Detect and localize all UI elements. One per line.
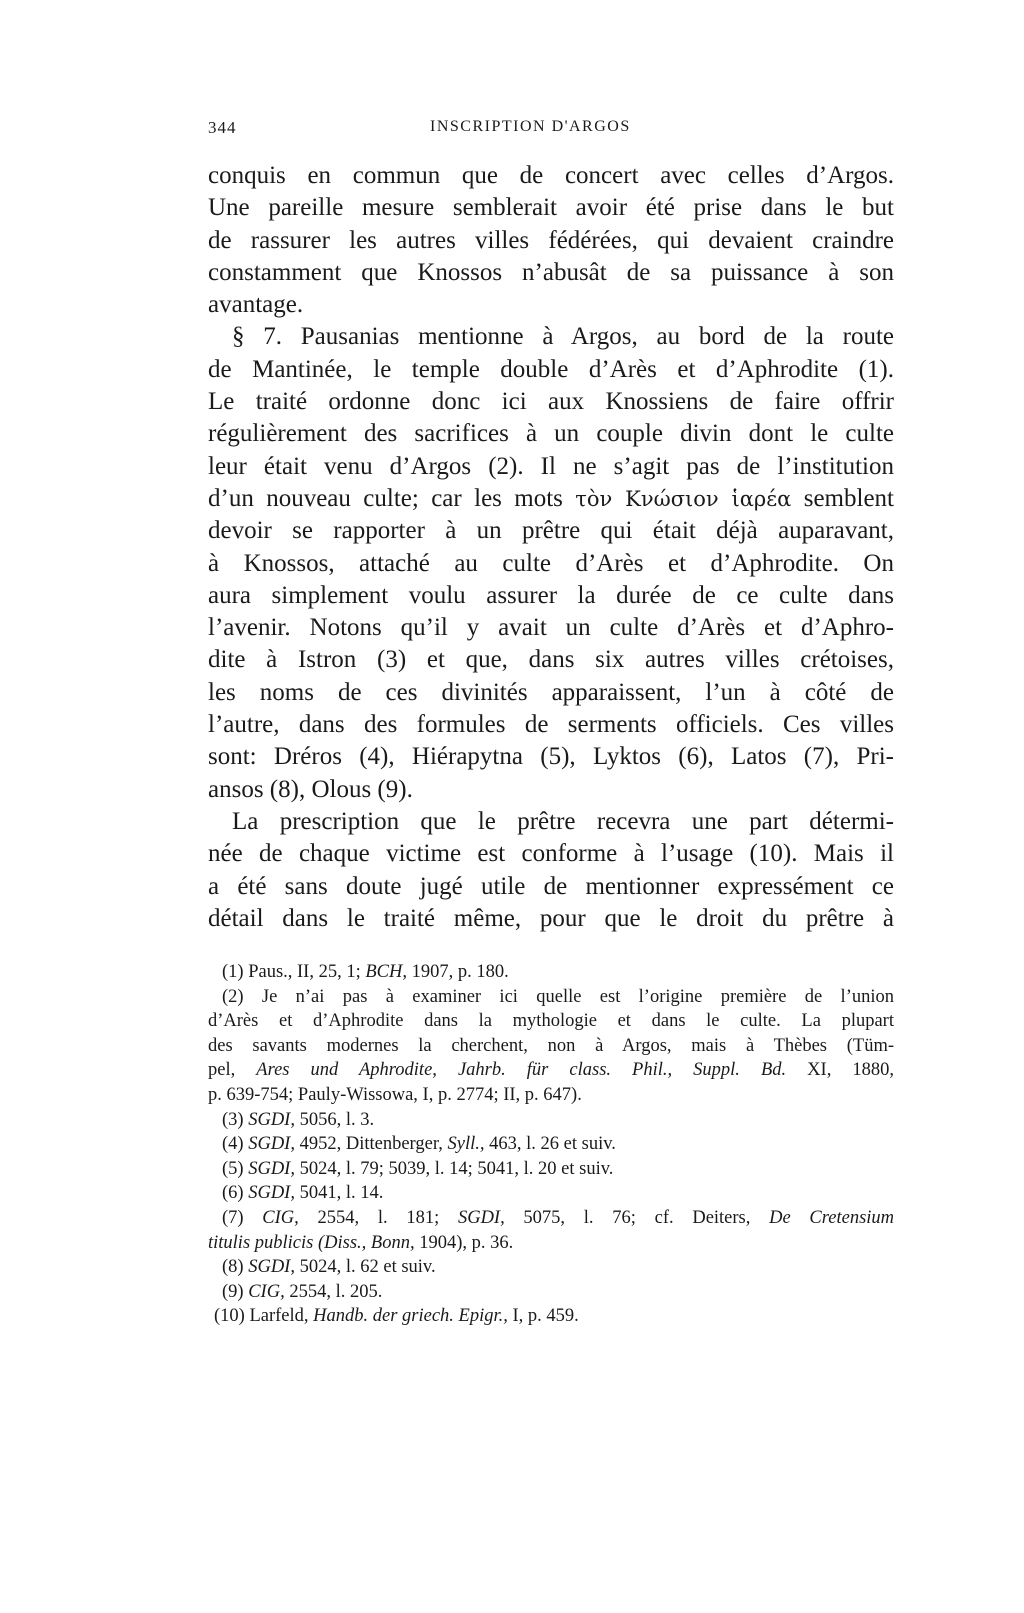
footnote-text: (7): [222, 1207, 263, 1228]
body-text: [208, 160, 894, 935]
footnote-text: (3): [222, 1109, 249, 1130]
footnote-text: pel,: [208, 1060, 257, 1081]
running-title: INSCRIPTION D'ARGOS: [430, 118, 631, 135]
text-line: l’autre, dans des formules de serments officiels. Ces villes: [208, 711, 894, 739]
text-line: détail dans le traité même, pour que le droit du prêtre à: [208, 904, 894, 932]
footnote-text: (9): [222, 1281, 249, 1302]
text-line: de rassurer les autres villes fédérées, qui devaient craindre: [208, 226, 894, 254]
footnote-9: [208, 1280, 894, 1305]
footnote-italic: SGDI,: [248, 1158, 295, 1179]
footnote-8: [208, 1255, 894, 1280]
text-line: conquis en commun que de concert avec celles d’Argos.: [208, 162, 894, 189]
footnote-italic: Handb. der griech. Epigr.,: [313, 1306, 508, 1327]
text-segment: semblent: [803, 484, 894, 512]
footnotes: [208, 960, 894, 1329]
text-line: Une pareille mesure semblerait avoir été prise dans le but: [208, 194, 894, 222]
text-line: devoir se rapporter à un prêtre qui était déjà auparavant,: [208, 517, 894, 545]
footnote-7-line: [208, 1231, 894, 1256]
footnote-italic: De Cretensium: [769, 1207, 895, 1228]
text-line: La prescription que le prêtre recevra une part détermi-: [232, 807, 894, 835]
footnote-italic: SGDI,: [248, 1109, 295, 1130]
text-line: les noms de ces divinités apparaissent, l’un à côté de: [208, 678, 894, 706]
footnote-italic: titulis publicis (Diss., Bonn,: [208, 1232, 415, 1253]
text-line: avantage.: [208, 291, 304, 319]
text-line: de Mantinée, le temple double d’Arès et d’Aphrodite (1).: [208, 355, 894, 383]
text-line: née de chaque victime est conforme à l’usage (10). Mais il: [208, 840, 894, 868]
footnote-text: 5075, l. 76; cf. Deiters,: [504, 1207, 770, 1228]
footnote-10: [208, 1304, 894, 1329]
footnote-text: (10) Larfeld,: [214, 1306, 314, 1327]
page-number: 344: [208, 118, 237, 137]
text-line: ansos (8), Olous (9).: [208, 775, 413, 803]
text-segment: d’un nouveau culte; car les mots: [208, 484, 563, 512]
footnote-italic: SGDI,: [248, 1134, 295, 1155]
footnote-text: XI, 1880,: [786, 1060, 894, 1081]
footnote-text: (4): [222, 1134, 249, 1155]
footnote-1: [208, 960, 894, 985]
footnote-text: 5041, l. 14.: [294, 1183, 384, 1204]
text-line: [208, 483, 894, 515]
footnote-text: (6): [222, 1183, 249, 1204]
text-line: § 7. Pausanias mentionne à Argos, au bord de la route: [232, 323, 894, 351]
footnote-2-line: des savants modernes la cherchent, non à Argos, mais à Thèbes (Tüm-: [208, 1035, 894, 1056]
footnote-2-line: d’Arès et d’Aphrodite dans la mythologie et dans le culte. La plupart: [208, 1011, 894, 1032]
footnote-italic: SGDI,: [248, 1257, 295, 1278]
footnote-italic: CIG,: [262, 1207, 299, 1228]
footnote-text: 463, l. 26 et suiv.: [484, 1134, 616, 1155]
footnote-text: 5024, l. 79; 5039, l. 14; 5041, l. 20 et suiv.: [294, 1158, 614, 1179]
footnote-text: (8): [222, 1257, 249, 1278]
footnote-text: 4952, Dittenberger,: [294, 1134, 448, 1155]
footnote-7-line: [208, 1206, 894, 1231]
footnote-text: 5056, l. 3.: [294, 1109, 375, 1130]
text-line: sont: Dréros (4), Hiérapytna (5), Lyktos (6), Latos (7), Pri-: [208, 743, 894, 771]
footnote-2-line: (2) Je n’ai pas à examiner ici quelle est l’origine première de l’union: [222, 986, 894, 1007]
footnote-text: (5): [222, 1158, 249, 1179]
footnote-italic: SGDI,: [457, 1207, 505, 1228]
footnote-italic: BCH,: [365, 962, 407, 982]
footnote-4: [208, 1132, 894, 1157]
greek-phrase: τὸν Κνώσιον ἱαρέα: [575, 486, 792, 511]
footnote-text: 1904), p. 36.: [414, 1232, 514, 1253]
footnote-italic: CIG,: [248, 1281, 285, 1302]
footnote-text: 5024, l. 62 et suiv.: [294, 1257, 436, 1278]
footnote-2-line: p. 639-754; Pauly-Wissowa, I, p. 2774; II, p. 647).: [208, 1084, 582, 1105]
footnote-text: 2554, l. 205.: [284, 1281, 383, 1302]
text-line: a été sans doute jugé utile de mentionner expressément ce: [208, 872, 894, 900]
footnote-text: I, p. 459.: [507, 1306, 579, 1327]
text-line: aura simplement voulu assurer la durée de ce culte dans: [208, 581, 894, 609]
footnote-italic: SGDI,: [248, 1183, 295, 1204]
footnote-2-line: [208, 1058, 894, 1083]
text-line: dite à Istron (3) et que, dans six autres villes crétoises,: [208, 646, 894, 674]
footnote-5: [208, 1157, 894, 1182]
text-line: régulièrement des sacrifices à un couple divin dont le culte: [208, 420, 894, 448]
footnote-text: (1) Paus., II, 25, 1;: [222, 962, 366, 982]
text-line: leur était venu d’Argos (2). Il ne s’agit pas de l’institution: [208, 452, 894, 480]
text-line: Le traité ordonne donc ici aux Knossiens de faire offrir: [208, 388, 894, 416]
text-line: à Knossos, attaché au culte d’Arès et d’Aphrodite. On: [208, 549, 894, 577]
footnote-italic: Syll.,: [447, 1134, 485, 1155]
footnote-3: [208, 1108, 894, 1133]
text-line: constamment que Knossos n’abusât de sa puissance à son: [208, 258, 894, 286]
footnote-text: 1907, p. 180.: [406, 962, 509, 982]
running-head: [208, 118, 894, 148]
footnote-text: 2554, l. 181;: [298, 1207, 458, 1228]
footnote-italic: Ares und Aphrodite, Jahrb. für class. Phil., Suppl. Bd.: [256, 1060, 787, 1081]
footnote-6: [208, 1181, 894, 1206]
text-line: l’avenir. Notons qu’il y avait un culte d’Arès et d’Aphro-: [208, 614, 894, 642]
